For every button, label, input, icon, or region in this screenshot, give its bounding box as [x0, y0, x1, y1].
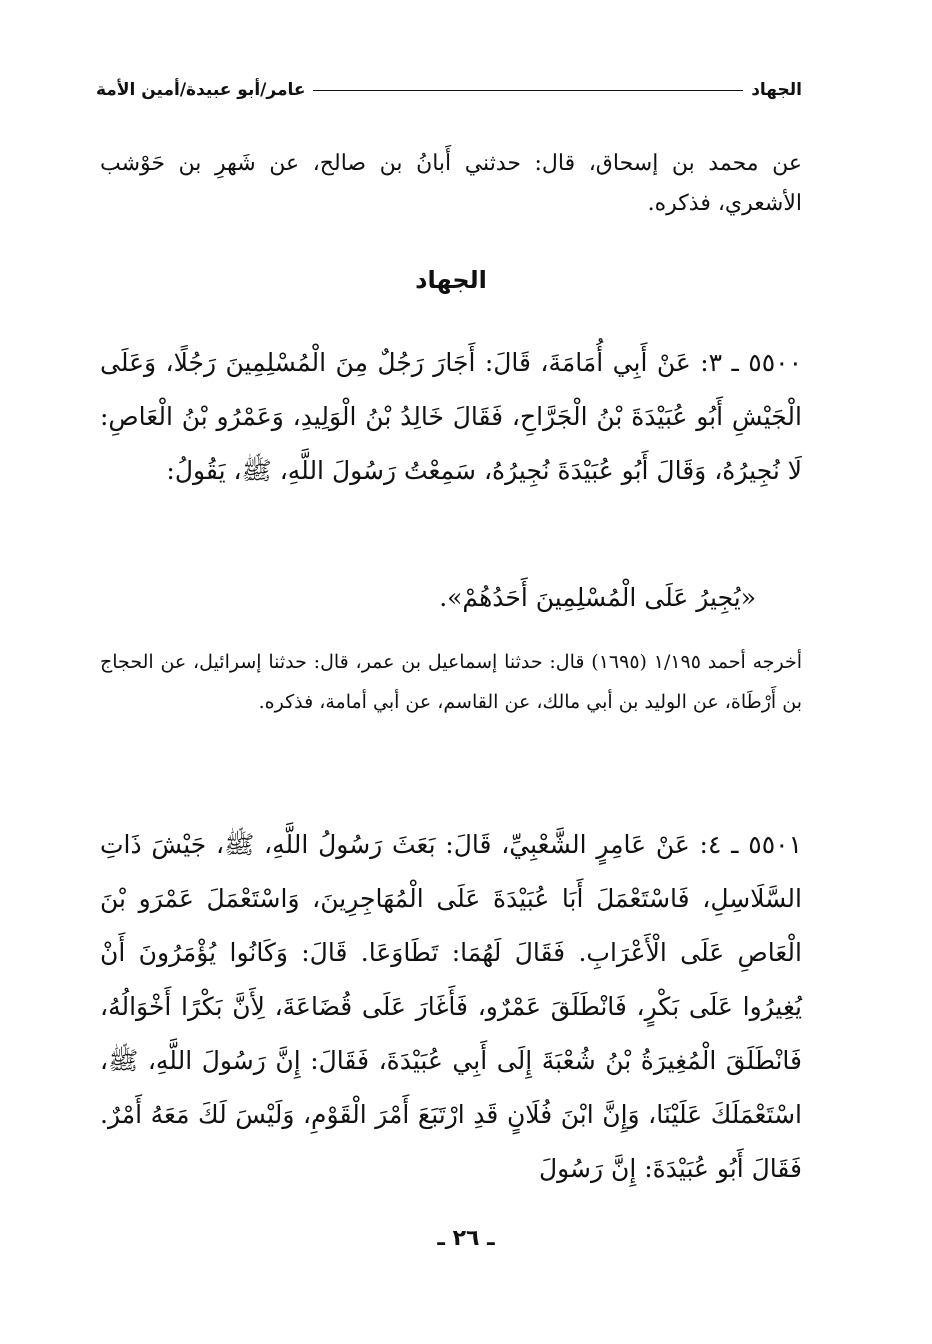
hadith-5500-quote: «يُجِيرُ عَلَى الْمُسْلِمِينَ أَحَدُهُمْ». [439, 583, 756, 612]
header-rule [313, 90, 743, 91]
hadith-5501-text: ٥٥٠١ ـ ٤: عَنْ عَامِرٍ الشَّعْبِيِّ، قَالَ: بَعَثَ رَسُولُ اللَّهِ، ﷺ، جَيْشَ ذَاتِ السَّلَاسِلِ، فَاسْتَعْمَلَ أَبَا عُبَيْدَةَ عَلَى الْمُهَاجِرِينَ، وَاسْتَعْمَلَ عَمْرَو بْنَ الْعَاصِ عَلَى الْأَعْرَابِ. فَقَالَ لَهُمَا: تَطَاوَعَا. قَالَ: وَكَانُوا يُؤْمَرُونَ أَنْ يُغِيرُوا عَلَى بَكْرٍ، فَانْطَلَقَ عَمْرٌو، فَأَغَارَ عَلَى قُضَاعَةَ، لِأَنَّ بَكْرًا أَخْوَالُهُ، فَانْطَلَقَ الْمُغِيرَةُ بْنُ شُعْبَةَ إِلَى أَبِي عُبَيْدَةَ، فَقَالَ: إِنَّ رَسُولَ اللَّهِ، ﷺ، اسْتَعْمَلَكَ عَلَيْنَا، وَإِنَّ ابْنَ فُلَانٍ قَدِ ارْتَبَعَ أَمْرَ الْقَوْمِ، وَلَيْسَ لَكَ مَعَهُ أَمْرٌ. فَقَالَ أَبُو عُبَيْدَةَ: إِنَّ رَسُولَ [100, 830, 802, 1183]
intro-paragraph: عن محمد بن إسحاق، قال: حدثني أَبانُ بن صالح، عن شَهرِ بن حَوْشب الأشعري، فذكره. [100, 151, 802, 216]
header-chapter: الجهاد [751, 80, 802, 100]
hadith-5500-takhrij: أخرجه أحمد ١/١٩٥ (١٦٩٥) قال: حدثنا إسماعيل بن عمر، قال: حدثنا إسرائيل، عن الحجاج بن أَرْطَاة، عن الوليد بن أبي مالك، عن القاسم، عن أبي أمامة، فذكره. [100, 651, 803, 713]
page-number: ـ ٢٦ ـ [437, 1226, 495, 1251]
hadith-5500-text: ٥٥٠٠ ـ ٣: عَنْ أَبِي أُمَامَةَ، قَالَ: أَجَارَ رَجُلٌ مِنَ الْمُسْلِمِينَ رَجُلًا، وَعَلَى الْجَيْشِ أَبُو عُبَيْدَةَ بْنُ الْجَرَّاحِ، فَقَالَ خَالِدُ بْنُ الْوَلِيدِ، وَعَمْرُو بْنُ الْعَاصِ: لَا نُجِيرُهُ، وَقَالَ أَبُو عُبَيْدَةَ نُجِيرُهُ، سَمِعْتُ رَسُولَ اللَّهِ، ﷺ، يَقُولُ: [100, 348, 803, 485]
running-header [96, 76, 802, 104]
header-subtitle: عامر/أبو عبيدة/أمين الأمة [96, 80, 306, 100]
section-title: الجهاد [415, 266, 487, 294]
